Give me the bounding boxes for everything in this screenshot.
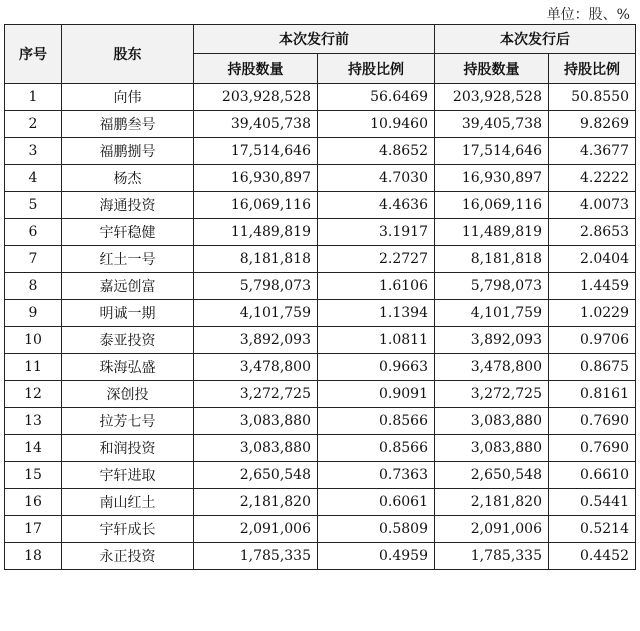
header-before-ratio: 持股比例 (318, 54, 435, 84)
header-after-issuance: 本次发行后 (435, 25, 636, 54)
cell-shareholder: 宇轩进取 (62, 462, 194, 489)
cell-after-shares: 203,928,528 (435, 84, 549, 111)
cell-after-shares: 4,101,759 (435, 300, 549, 327)
cell-before-ratio: 56.6469 (318, 84, 435, 111)
cell-after-shares: 11,489,819 (435, 219, 549, 246)
cell-before-ratio: 1.0811 (318, 327, 435, 354)
cell-shareholder: 海通投资 (62, 192, 194, 219)
cell-before-ratio: 10.9460 (318, 111, 435, 138)
cell-before-ratio: 3.1917 (318, 219, 435, 246)
table-row (5, 327, 636, 354)
table-row (5, 354, 636, 381)
cell-after-shares: 3,083,880 (435, 435, 549, 462)
cell-after-shares: 3,272,725 (435, 381, 549, 408)
cell-before-ratio: 1.6106 (318, 273, 435, 300)
cell-shareholder: 拉芳七号 (62, 408, 194, 435)
cell-shareholder: 嘉远创富 (62, 273, 194, 300)
cell-before-shares: 3,892,093 (194, 327, 318, 354)
header-seq: 序号 (5, 25, 62, 84)
table-row (5, 435, 636, 462)
cell-seq: 6 (5, 219, 62, 246)
cell-shareholder: 和润投资 (62, 435, 194, 462)
cell-before-shares: 39,405,738 (194, 111, 318, 138)
cell-shareholder: 红土一号 (62, 246, 194, 273)
cell-after-ratio: 0.8161 (549, 381, 636, 408)
cell-before-ratio: 0.4959 (318, 543, 435, 570)
cell-seq: 10 (5, 327, 62, 354)
cell-seq: 17 (5, 516, 62, 543)
cell-before-ratio: 0.9091 (318, 381, 435, 408)
cell-before-shares: 2,650,548 (194, 462, 318, 489)
cell-before-ratio: 2.2727 (318, 246, 435, 273)
cell-before-ratio: 4.4636 (318, 192, 435, 219)
cell-after-shares: 2,091,006 (435, 516, 549, 543)
cell-before-shares: 3,272,725 (194, 381, 318, 408)
table-row (5, 543, 636, 570)
table-row (5, 219, 636, 246)
cell-seq: 5 (5, 192, 62, 219)
cell-seq: 14 (5, 435, 62, 462)
cell-before-ratio: 0.9663 (318, 354, 435, 381)
cell-after-shares: 8,181,818 (435, 246, 549, 273)
cell-shareholder: 福鹏叁号 (62, 111, 194, 138)
cell-before-shares: 16,069,116 (194, 192, 318, 219)
header-after-shares: 持股数量 (435, 54, 549, 84)
cell-after-shares: 2,181,820 (435, 489, 549, 516)
cell-before-shares: 16,930,897 (194, 165, 318, 192)
cell-before-shares: 8,181,818 (194, 246, 318, 273)
cell-shareholder: 向伟 (62, 84, 194, 111)
table-header (5, 25, 636, 84)
cell-after-ratio: 4.2222 (549, 165, 636, 192)
cell-after-ratio: 4.3677 (549, 138, 636, 165)
table-row (5, 489, 636, 516)
table-row (5, 516, 636, 543)
cell-before-shares: 17,514,646 (194, 138, 318, 165)
cell-shareholder: 杨杰 (62, 165, 194, 192)
cell-after-ratio: 0.4452 (549, 543, 636, 570)
cell-before-ratio: 0.6061 (318, 489, 435, 516)
table-row (5, 462, 636, 489)
cell-after-ratio: 50.8550 (549, 84, 636, 111)
header-before-issuance: 本次发行前 (194, 25, 435, 54)
table-row (5, 246, 636, 273)
cell-after-shares: 1,785,335 (435, 543, 549, 570)
table-body (5, 84, 636, 570)
cell-after-shares: 5,798,073 (435, 273, 549, 300)
cell-after-shares: 2,650,548 (435, 462, 549, 489)
cell-seq: 3 (5, 138, 62, 165)
unit-label: 单位：股、% (546, 7, 630, 23)
cell-before-ratio: 0.5809 (318, 516, 435, 543)
cell-before-shares: 3,478,800 (194, 354, 318, 381)
cell-before-shares: 11,489,819 (194, 219, 318, 246)
cell-shareholder: 福鹏捌号 (62, 138, 194, 165)
cell-before-shares: 1,785,335 (194, 543, 318, 570)
cell-after-ratio: 0.7690 (549, 435, 636, 462)
cell-after-shares: 3,892,093 (435, 327, 549, 354)
cell-seq: 1 (5, 84, 62, 111)
cell-after-shares: 16,069,116 (435, 192, 549, 219)
cell-seq: 2 (5, 111, 62, 138)
cell-shareholder: 宇轩稳健 (62, 219, 194, 246)
table-row (5, 300, 636, 327)
table-row (5, 138, 636, 165)
cell-after-ratio: 0.8675 (549, 354, 636, 381)
cell-after-shares: 3,478,800 (435, 354, 549, 381)
cell-after-ratio: 0.5441 (549, 489, 636, 516)
cell-shareholder: 珠海弘盛 (62, 354, 194, 381)
cell-before-ratio: 0.8566 (318, 408, 435, 435)
cell-before-shares: 203,928,528 (194, 84, 318, 111)
cell-before-ratio: 4.8652 (318, 138, 435, 165)
cell-after-ratio: 0.6610 (549, 462, 636, 489)
cell-shareholder: 永正投资 (62, 543, 194, 570)
cell-after-ratio: 0.9706 (549, 327, 636, 354)
cell-before-ratio: 0.7363 (318, 462, 435, 489)
cell-before-ratio: 0.8566 (318, 435, 435, 462)
cell-after-ratio: 0.7690 (549, 408, 636, 435)
header-before-shares: 持股数量 (194, 54, 318, 84)
table-row (5, 192, 636, 219)
table-row (5, 111, 636, 138)
cell-after-ratio: 9.8269 (549, 111, 636, 138)
cell-after-shares: 3,083,880 (435, 408, 549, 435)
cell-before-ratio: 1.1394 (318, 300, 435, 327)
cell-before-shares: 3,083,880 (194, 435, 318, 462)
shareholder-table-container (4, 24, 635, 570)
table-row (5, 381, 636, 408)
cell-shareholder: 南山红土 (62, 489, 194, 516)
cell-seq: 4 (5, 165, 62, 192)
shareholder-table (4, 24, 636, 570)
cell-before-shares: 5,798,073 (194, 273, 318, 300)
cell-shareholder: 泰亚投资 (62, 327, 194, 354)
header-shareholder: 股东 (62, 25, 194, 84)
cell-after-ratio: 4.0073 (549, 192, 636, 219)
cell-after-ratio: 0.5214 (549, 516, 636, 543)
cell-seq: 8 (5, 273, 62, 300)
cell-after-ratio: 1.0229 (549, 300, 636, 327)
cell-before-shares: 4,101,759 (194, 300, 318, 327)
cell-shareholder: 明诚一期 (62, 300, 194, 327)
table-row (5, 408, 636, 435)
cell-before-shares: 3,083,880 (194, 408, 318, 435)
cell-seq: 16 (5, 489, 62, 516)
cell-before-shares: 2,181,820 (194, 489, 318, 516)
cell-seq: 15 (5, 462, 62, 489)
cell-seq: 13 (5, 408, 62, 435)
cell-after-shares: 39,405,738 (435, 111, 549, 138)
cell-shareholder: 宇轩成长 (62, 516, 194, 543)
table-row (5, 84, 636, 111)
cell-after-ratio: 2.8653 (549, 219, 636, 246)
cell-seq: 12 (5, 381, 62, 408)
cell-after-ratio: 1.4459 (549, 273, 636, 300)
cell-seq: 18 (5, 543, 62, 570)
cell-before-shares: 2,091,006 (194, 516, 318, 543)
cell-after-ratio: 2.0404 (549, 246, 636, 273)
table-row (5, 273, 636, 300)
cell-after-shares: 17,514,646 (435, 138, 549, 165)
header-after-ratio: 持股比例 (549, 54, 636, 84)
cell-shareholder: 深创投 (62, 381, 194, 408)
table-row (5, 165, 636, 192)
cell-seq: 11 (5, 354, 62, 381)
cell-after-shares: 16,930,897 (435, 165, 549, 192)
cell-before-ratio: 4.7030 (318, 165, 435, 192)
cell-seq: 7 (5, 246, 62, 273)
cell-seq: 9 (5, 300, 62, 327)
